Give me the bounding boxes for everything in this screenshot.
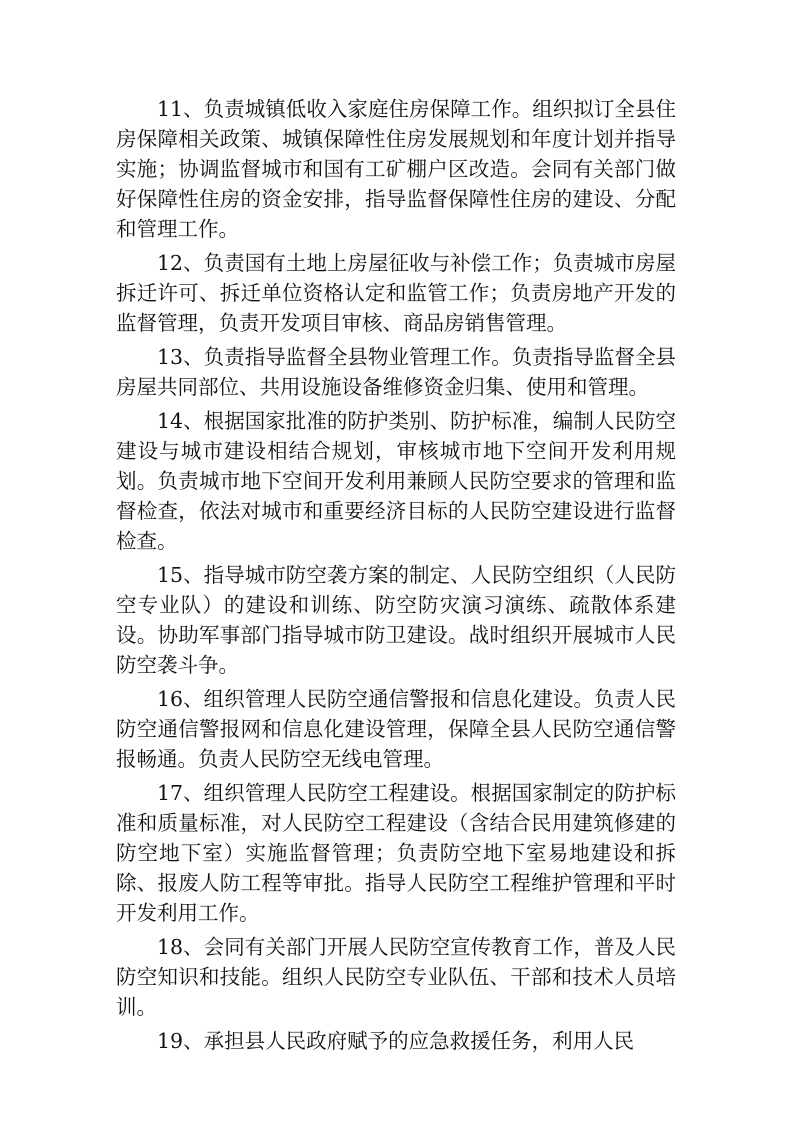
paragraph-item-14: 14、根据国家批准的防护类别、防护标准，编制人民防空建设与城市建设相结合规划，审核城市地下空间开发利用规划。负责城市地下空间开发利用兼顾人民防空要求的管理和监督检查，依法对城市和重要经济目标的人民防空建设进行监督检查。 <box>116 409 676 553</box>
paragraph-item-19: 19、承担县人民政府赋予的应急救援任务，利用人民 <box>157 1029 635 1053</box>
paragraph-item-15: 15、指导城市防空袭方案的制定、人民防空组织（人民防空专业队）的建设和训练、防空防灾演习演练、疏散体系建设。协助军事部门指导城市防卫建设。战时组织开展城市人民防空袭斗争。 <box>116 563 676 677</box>
paragraph-item-13: 13、负责指导监督全县物业管理工作。负责指导监督全县房屋共同部位、共用设施设备维修资金归集、使用和管理。 <box>116 345 676 399</box>
paragraph-item-17: 17、组织管理人民防空工程建设。根据国家制定的防护标准和质量标准，对人民防空工程建设（含结合民用建筑修建的防空地下室）实施监督管理；负责防空地下室易地建设和拆除、报废人防工程等审批。指导人民防空工程维护管理和平时开发利用工作。 <box>116 781 676 925</box>
document-body <box>116 94 676 1060</box>
paragraph-item-12: 12、负责国有土地上房屋征收与补偿工作；负责城市房屋拆迁许可、拆迁单位资格认定和监管工作；负责房地产开发的监督管理，负责开发项目审核、商品房销售管理。 <box>116 251 676 335</box>
paragraph-item-18: 18、会同有关部门开展人民防空宣传教育工作，普及人民防空知识和技能。组织人民防空专业队伍、干部和技术人员培训。 <box>116 935 676 1019</box>
paragraph-item-11: 11、负责城镇低收入家庭住房保障工作。组织拟订全县住房保障相关政策、城镇保障性住房发展规划和年度计划并指导实施；协调监督城市和国有工矿棚户区改造。会同有关部门做好保障性住房的资金安排，指导监督保障性住房的建设、分配和管理工作。 <box>116 97 676 241</box>
paragraph-item-16: 16、组织管理人民防空通信警报和信息化建设。负责人民防空通信警报网和信息化建设管理，保障全县人民防空通信警报畅通。负责人民防空无线电管理。 <box>116 687 676 771</box>
